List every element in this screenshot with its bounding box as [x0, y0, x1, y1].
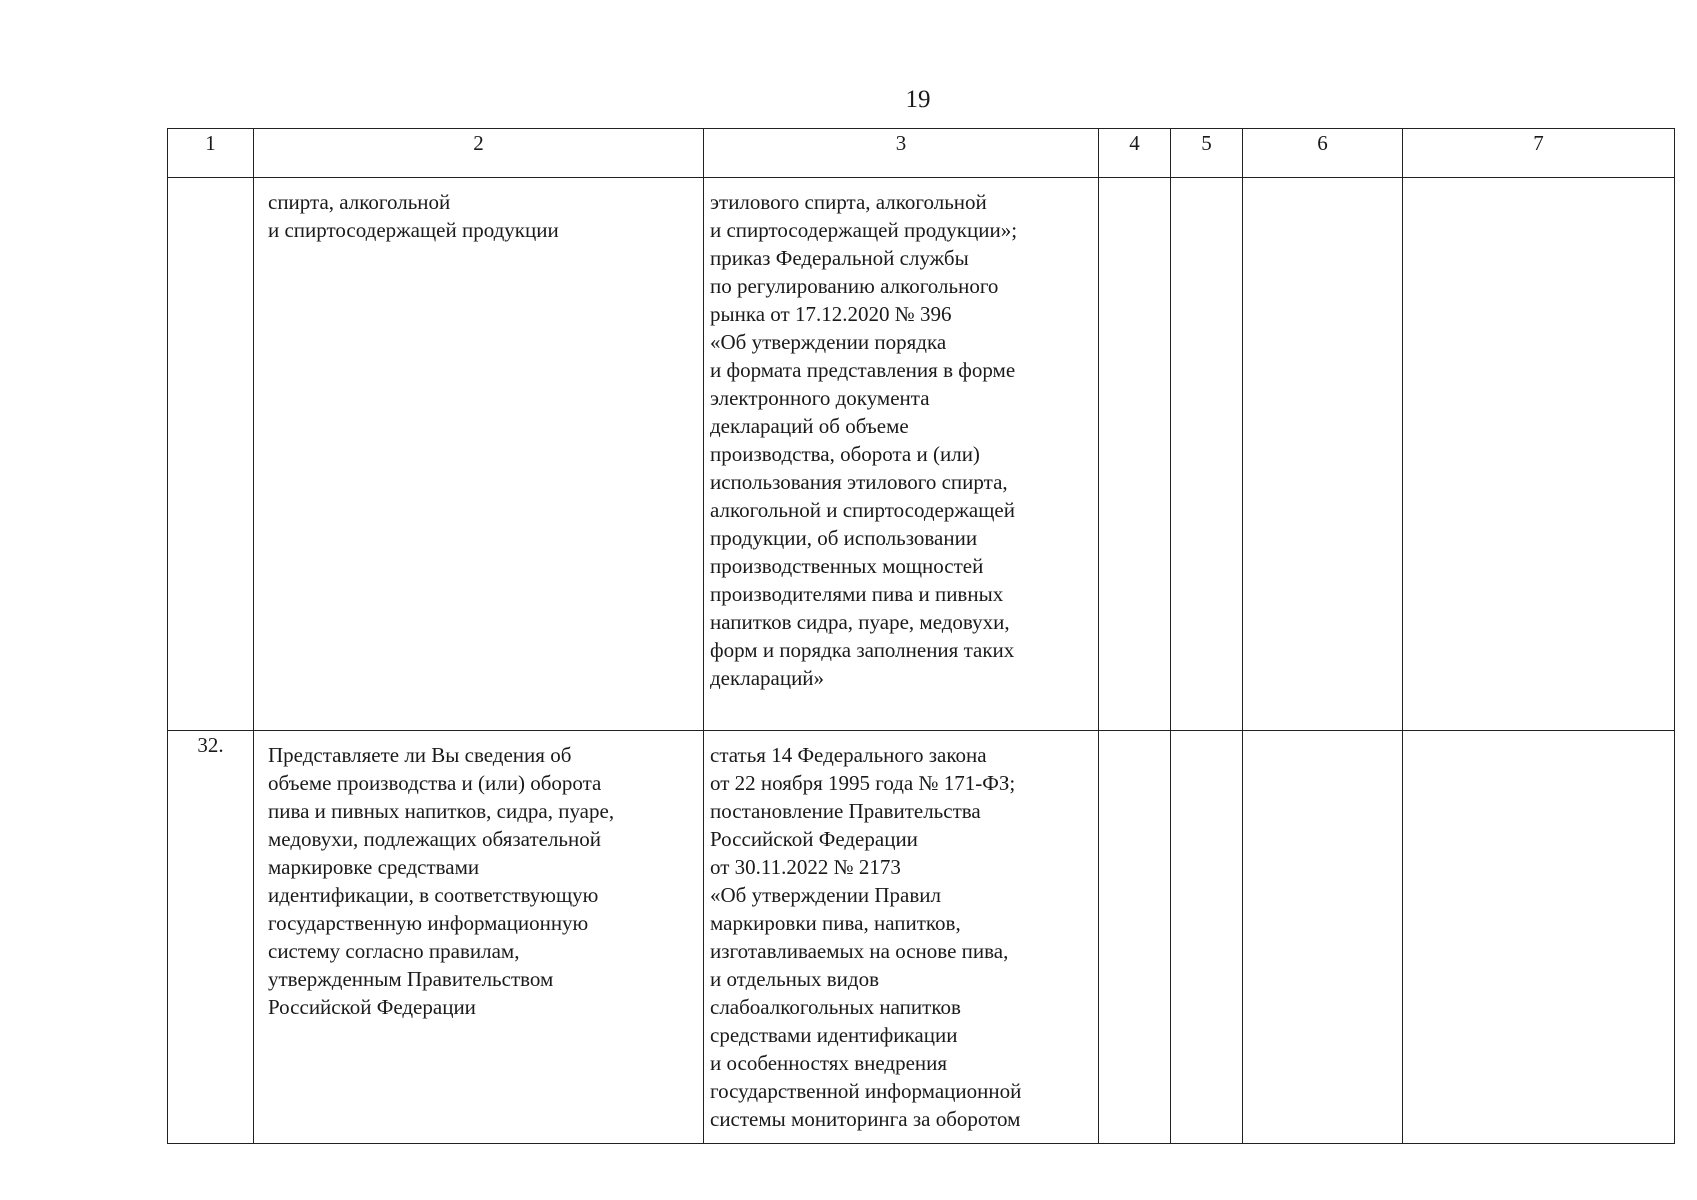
header-col-2: 2	[254, 129, 704, 178]
text-line: от 30.11.2022 № 2173	[710, 855, 901, 879]
text-line: алкогольной и спиртосодержащей	[710, 498, 1015, 522]
text-line: этилового спирта, алкогольной	[710, 190, 987, 214]
text-line: статья 14 Федерального закона	[710, 743, 987, 767]
empty-cell-col-7	[1403, 731, 1675, 1144]
text-line: производственных мощностей	[710, 554, 984, 578]
text-line: напитков сидра, пуаре, медовухи,	[710, 610, 1010, 634]
text-line: от 22 ноября 1995 года № 171-ФЗ;	[710, 771, 1016, 795]
empty-cell-col-4	[1099, 178, 1171, 731]
text-line: производства, оборота и (или)	[710, 442, 980, 466]
text-line: и спиртосодержащей продукции	[268, 218, 559, 242]
empty-cell-col-5	[1171, 731, 1243, 1144]
text-line: государственной информационной	[710, 1079, 1022, 1103]
text-line: систему согласно правилам,	[268, 939, 520, 963]
legal-reference-text	[704, 178, 1098, 692]
empty-cell-col-4	[1099, 731, 1171, 1144]
text-line: форм и порядка заполнения таких	[710, 638, 1015, 662]
question-cell	[254, 178, 704, 731]
text-line: спирта, алкогольной	[268, 190, 451, 214]
question-cell	[254, 731, 704, 1144]
text-line: по регулированию алкогольного	[710, 274, 999, 298]
header-col-7: 7	[1403, 129, 1675, 178]
text-line: маркировке средствами	[268, 855, 480, 879]
text-line: электронного документа	[710, 386, 930, 410]
text-line: постановление Правительства	[710, 799, 981, 823]
text-line: маркировки пива, напитков,	[710, 911, 961, 935]
text-line: и спиртосодержащей продукции»;	[710, 218, 1018, 242]
text-line: рынка от 17.12.2020 № 396	[710, 302, 952, 326]
text-line: и отдельных видов	[710, 967, 880, 991]
text-line: медовухи, подлежащих обязательной	[268, 827, 601, 851]
text-line: средствами идентификации	[710, 1023, 958, 1047]
requirements-table	[167, 128, 1675, 1144]
empty-cell-col-6	[1243, 731, 1403, 1144]
table-row-continued	[168, 178, 1675, 731]
question-text	[254, 178, 703, 244]
header-col-5: 5	[1171, 129, 1243, 178]
empty-cell-col-6	[1243, 178, 1403, 731]
header-col-3: 3	[704, 129, 1099, 178]
text-line: государственную информационную	[268, 911, 589, 935]
text-line: производителями пива и пивных	[710, 582, 1004, 606]
text-line: изготавливаемых на основе пива,	[710, 939, 1009, 963]
text-line: Российской Федерации	[710, 827, 918, 851]
text-line: Российской Федерации	[268, 995, 476, 1019]
header-col-6: 6	[1243, 129, 1403, 178]
legal-reference-cell	[704, 178, 1099, 731]
text-line: утвержденным Правительством	[268, 967, 554, 991]
text-line: объеме производства и (или) оборота	[268, 771, 602, 795]
text-line: идентификации, в соответствующую	[268, 883, 599, 907]
text-line: системы мониторинга за оборотом	[710, 1107, 1021, 1131]
header-col-4: 4	[1099, 129, 1171, 178]
text-line: и особенностях внедрения	[710, 1051, 948, 1075]
text-line: слабоалкогольных напитков	[710, 995, 961, 1019]
text-line: и формата представления в форме	[710, 358, 1016, 382]
text-line: использования этилового спирта,	[710, 470, 1008, 494]
text-line: продукции, об использовании	[710, 526, 978, 550]
empty-cell-col-5	[1171, 178, 1243, 731]
page-number: 19	[905, 86, 931, 113]
legal-reference-text	[704, 731, 1098, 1133]
text-line: приказ Федеральной службы	[710, 246, 969, 270]
table-header-row	[168, 129, 1675, 178]
text-line: «Об утверждении порядка	[710, 330, 947, 354]
text-line: деклараций об объеме	[710, 414, 909, 438]
empty-cell-col-7	[1403, 178, 1675, 731]
text-line: «Об утверждении Правил	[710, 883, 941, 907]
text-line: пива и пивных напитков, сидра, пуаре,	[268, 799, 615, 823]
text-line: Представляете ли Вы сведения об	[268, 743, 572, 767]
row-number-cell: 32.	[168, 731, 254, 1144]
question-text	[254, 731, 703, 1021]
table-row-32	[168, 731, 1675, 1144]
legal-reference-cell	[704, 731, 1099, 1144]
header-col-1: 1	[168, 129, 254, 178]
text-line: деклараций»	[710, 666, 825, 690]
row-number-cell	[168, 178, 254, 731]
